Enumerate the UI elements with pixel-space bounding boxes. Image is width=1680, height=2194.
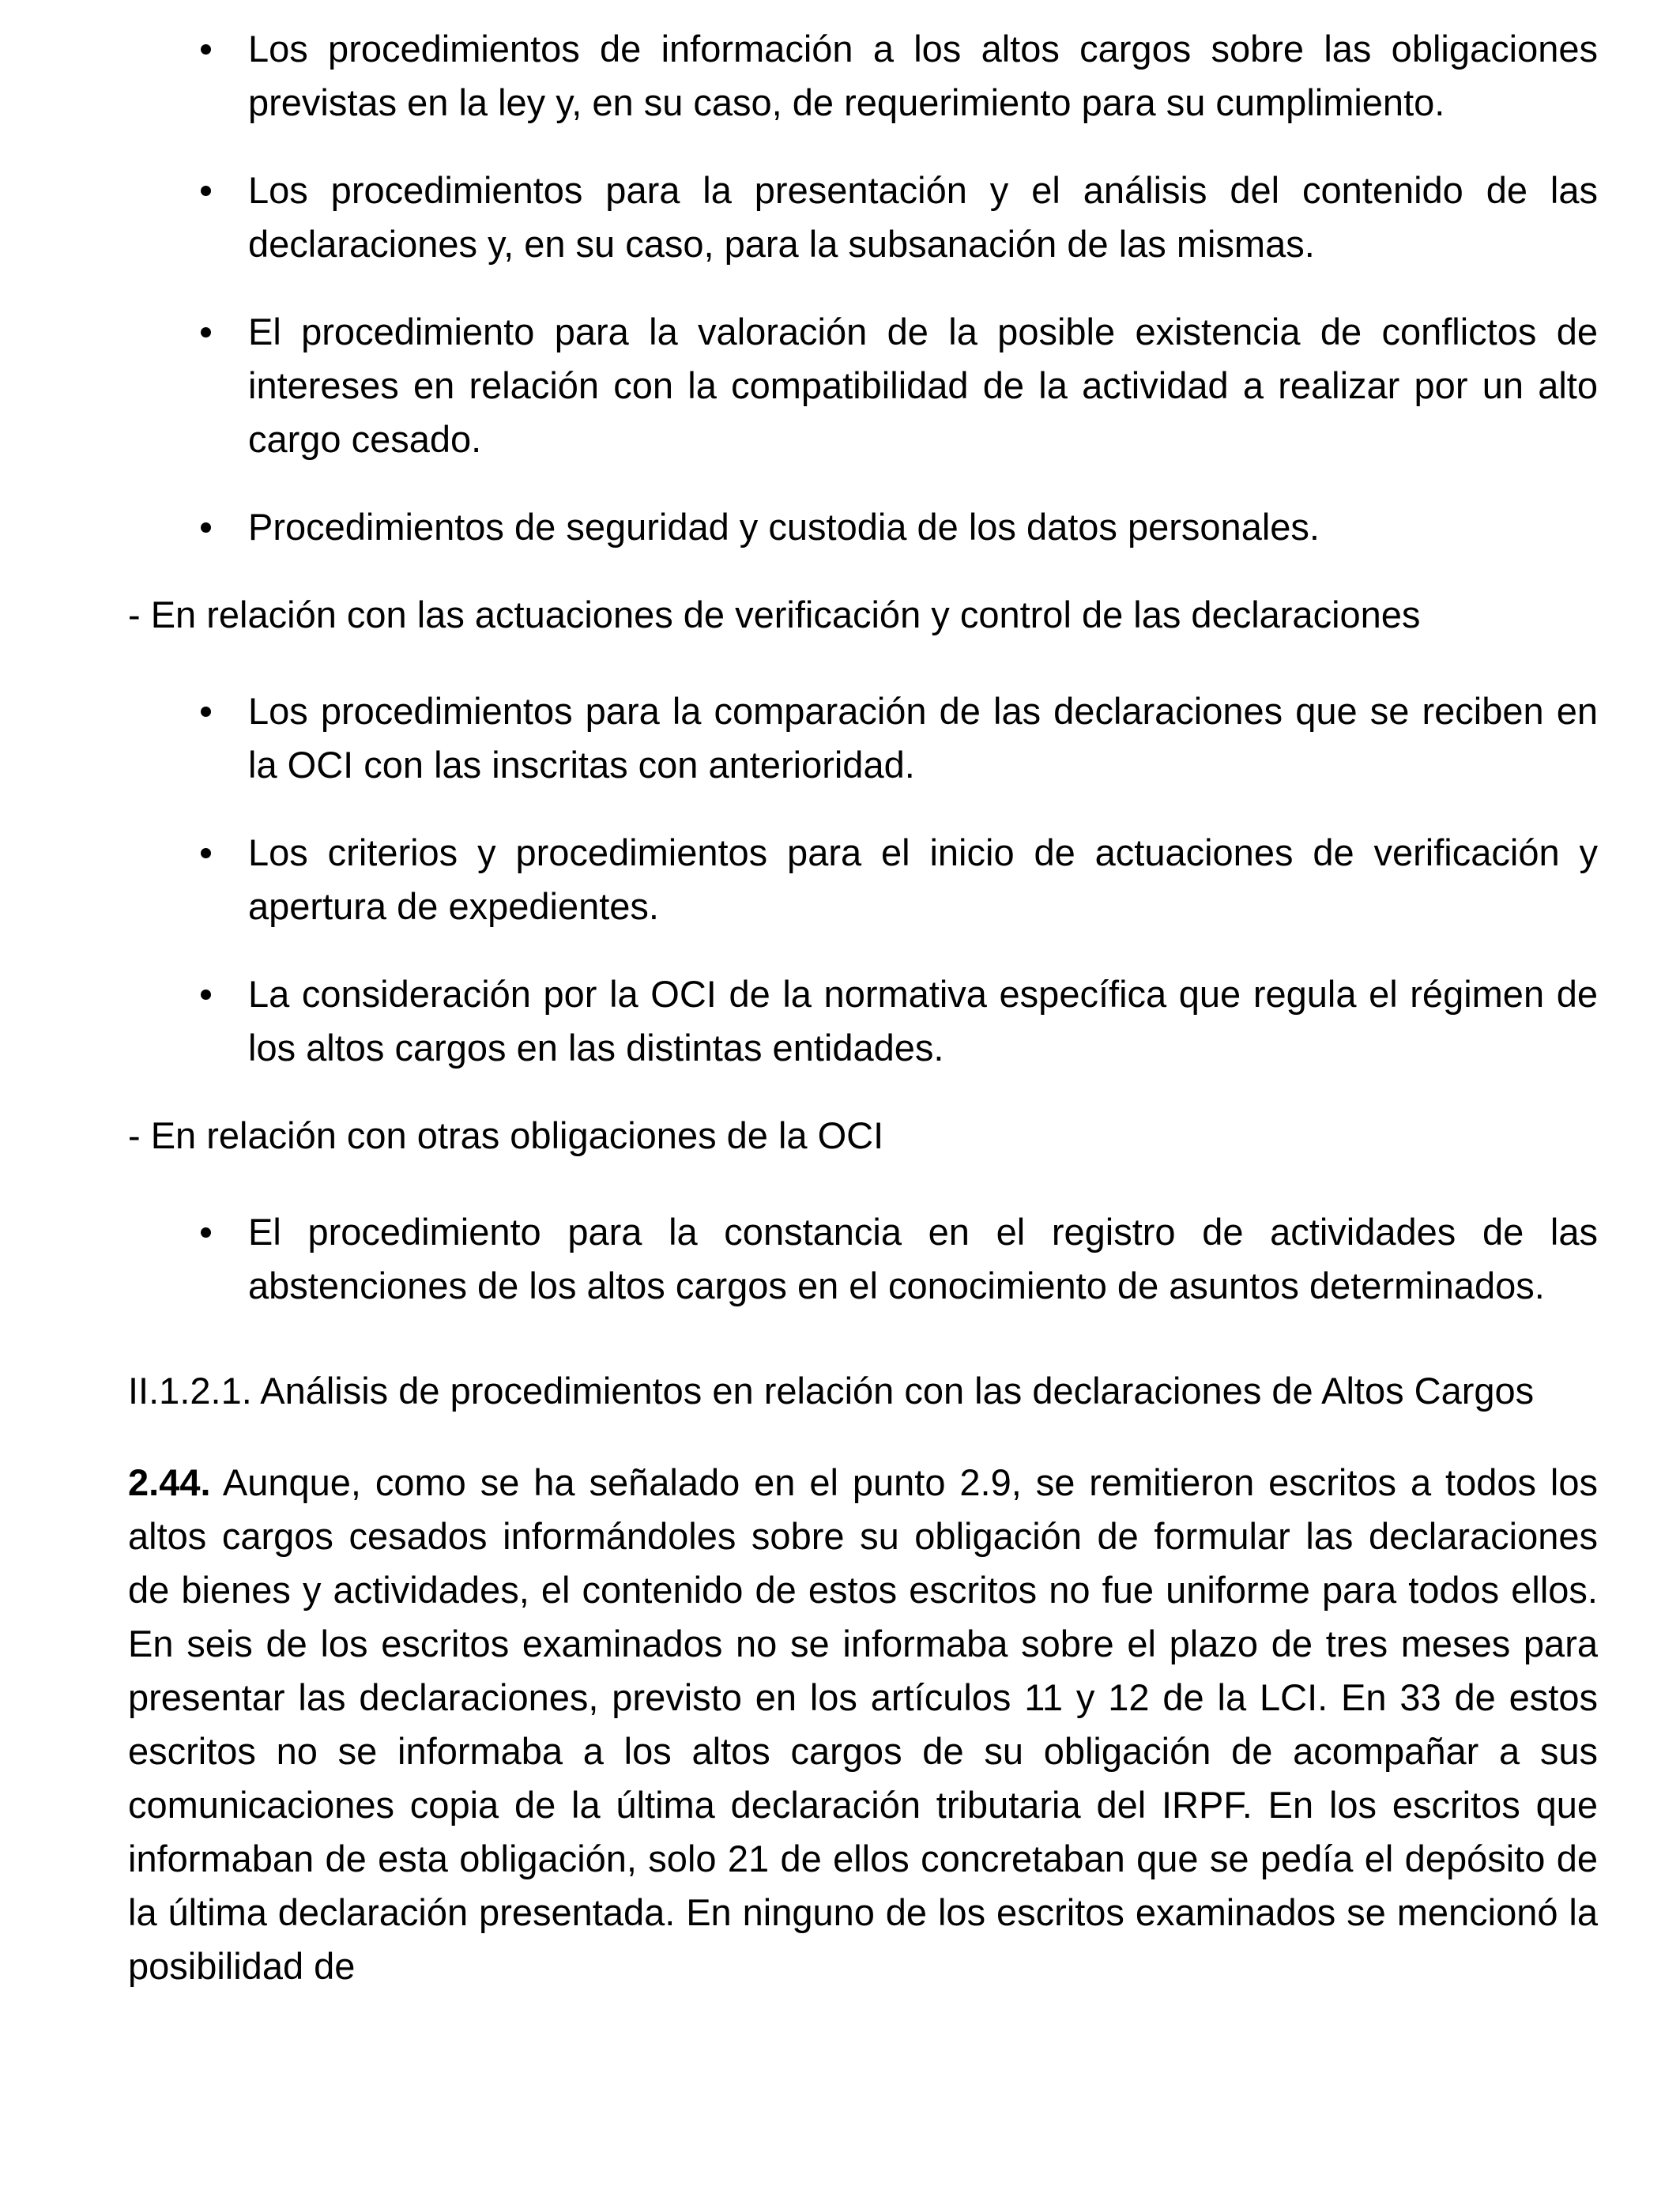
bullet-icon bbox=[190, 22, 221, 76]
list-item-text: Procedimientos de seguridad y custodia de los datos personales. bbox=[248, 506, 1320, 548]
bullet-icon bbox=[190, 826, 221, 880]
list-item bbox=[128, 305, 1598, 466]
bullet-icon bbox=[190, 967, 221, 1021]
document-page bbox=[128, 22, 1598, 1993]
list-item-text: Los procedimientos para la comparación de las declaraciones que se reciben en la OCI con las inscritas con anterioridad. bbox=[248, 690, 1598, 786]
bullet-list-verification bbox=[128, 684, 1598, 1075]
bullet-icon bbox=[190, 1205, 221, 1259]
list-item bbox=[128, 22, 1598, 130]
bullet-icon bbox=[190, 500, 221, 554]
bullet-list-procedures bbox=[128, 22, 1598, 554]
list-item bbox=[128, 1205, 1598, 1313]
list-item-text: Los procedimientos para la presentación y el análisis del contenido de las declaraciones y, en su caso, para la subsanación de las mismas. bbox=[248, 169, 1598, 265]
list-item bbox=[128, 684, 1598, 792]
list-item-text: Los criterios y procedimientos para el inicio de actuaciones de verificación y apertura de expedientes. bbox=[248, 831, 1598, 927]
list-item-text: Los procedimientos de información a los altos cargos sobre las obligaciones previstas en la ley y, en su caso, de requerimiento para su cumplimiento. bbox=[248, 28, 1598, 123]
paragraph-text: Aunque, como se ha señalado en el punto 2.9, se remitieron escritos a todos los altos cargos cesados informándoles sobre su obligación de formular las declaraciones de bienes y actividades, el contenido de estos escritos no fue uniforme para todos ellos. En seis de los escritos examinados no se informaba sobre el plazo de tres meses para presentar las declaraciones, previsto en los artículos 11 y 12 de la LCI. En 33 de estos escritos no se informaba a los altos cargos de su obligación de acompañar a sus comunicaciones copia de la última declaración tributaria del IRPF. En los escritos que informaban de esta obligación, solo 21 de ellos concretaban que se pedía el depósito de la última declaración presentada. En ninguno de los escritos examinados se mencionó la posibilidad de bbox=[128, 1461, 1598, 1987]
section-intro-other-obligations: - En relación con otras obligaciones de la OCI bbox=[128, 1114, 884, 1156]
bullet-icon bbox=[190, 305, 221, 359]
list-item bbox=[128, 164, 1598, 271]
section-intro-verification: - En relación con las actuaciones de verificación y control de las declaraciones bbox=[128, 594, 1421, 635]
list-item bbox=[128, 500, 1598, 554]
bullet-icon bbox=[190, 684, 221, 738]
list-item-text: El procedimiento para la constancia en el registro de actividades de las abstenciones de los altos cargos en el conocimiento de asuntos determinados. bbox=[248, 1211, 1598, 1306]
list-item bbox=[128, 967, 1598, 1075]
paragraph-number: 2.44. bbox=[128, 1461, 211, 1503]
section-heading: II.1.2.1. Análisis de procedimientos en relación con las declaraciones de Altos Cargos bbox=[128, 1370, 1535, 1412]
bullet-icon bbox=[190, 164, 221, 217]
list-item-text: La consideración por la OCI de la normativa específica que regula el régimen de los altos cargos en las distintas entidades. bbox=[248, 973, 1598, 1069]
bullet-list-other-obligations bbox=[128, 1205, 1598, 1313]
list-item bbox=[128, 826, 1598, 933]
list-item-text: El procedimiento para la valoración de la posible existencia de conflictos de intereses en relación con la compatibilidad de la actividad a realizar por un alto cargo cesado. bbox=[248, 311, 1598, 460]
paragraph-2-44 bbox=[128, 1456, 1598, 1993]
